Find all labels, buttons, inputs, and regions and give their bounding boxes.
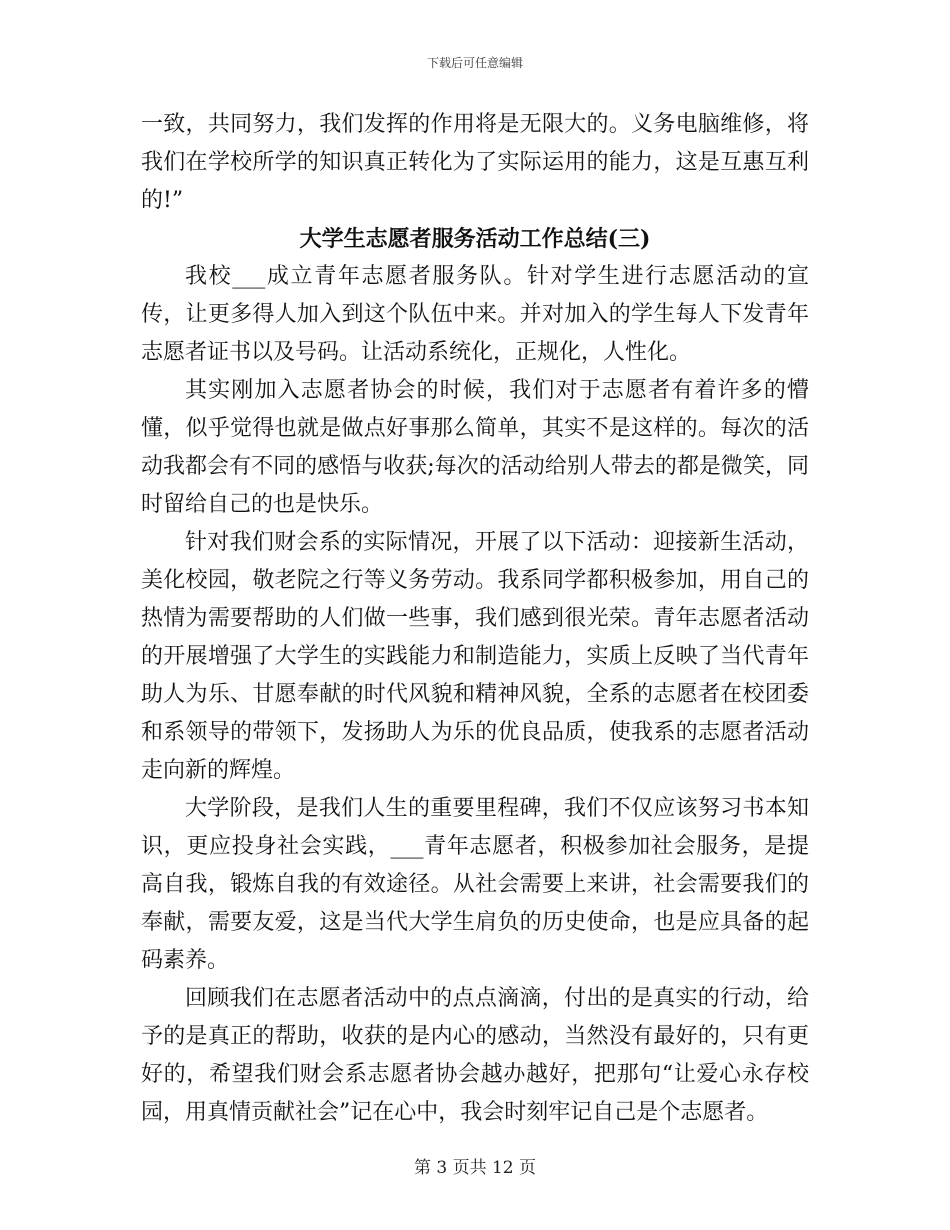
- document-body: [141, 106, 809, 1132]
- page-header-note: 下载后可任意编辑: [426, 56, 523, 70]
- paragraph-3: 针对我们财会系的实际情况，开展了以下活动：迎接新生活动，美化校园，敬老院之行等义务劳动。我系同学都积极参加，用自己的热情为需要帮助的人们做一些事，我们感到很光荣。青年志愿者活动的开展增强了大学生的实践能力和制造能力，实质上反映了当代青年助人为乐、甘愿奉献的时代风貌和精神风貌，全系的志愿者在校团委和系领导的带领下，发扬助人为乐的优良品质，使我系的志愿者活动走向新的辉煌。: [141, 530, 809, 783]
- paragraph-4: 大学阶段，是我们人生的重要里程碑，我们不仅应该努习书本知识，更应投身社会实践，___青年志愿者，积极参加社会服务，是提高自我，锻炼自我的有效途径。从社会需要上来讲，社会需要我们的奉献，需要友爱，这是当代大学生肩负的历史使命，也是应具备的起码素养。: [141, 796, 809, 973]
- lead-paragraph: 一致，共同努力，我们发挥的作用将是无限大的。义务电脑维修，将我们在学校所学的知识真正转化为了实际运用的能力，这是互惠互利的!”: [141, 112, 809, 213]
- paragraph-5: 回顾我们在志愿者活动中的点点滴滴，付出的是真实的行动，给予的是真正的帮助，收获的是内心的感动，当然没有最好的，只有更好的，希望我们财会系志愿者协会越办越好，把那句“让爱心永存校园，用真情贡献社会”记在心中，我会时刻牢记自己是个志愿者。: [141, 986, 809, 1125]
- page-number: 第 3 页共 12 页: [413, 1158, 537, 1178]
- paragraph-2: 其实刚加入志愿者协会的时候，我们对于志愿者有着许多的懵懂，似乎觉得也就是做点好事那么简单，其实不是这样的。每次的活动我都会有不同的感悟与收获;每次的活动给别人带去的都是微笑，同时留给自己的也是快乐。: [141, 378, 809, 517]
- section-title: 大学生志愿者服务活动工作总结(三): [299, 226, 651, 252]
- paragraph-1: 我校___成立青年志愿者服务队。针对学生进行志愿活动的宣传，让更多得人加入到这个队伍中来。并对加入的学生每人下发青年志愿者证书以及号码。让活动系统化，正规化，人性化。: [141, 264, 809, 365]
